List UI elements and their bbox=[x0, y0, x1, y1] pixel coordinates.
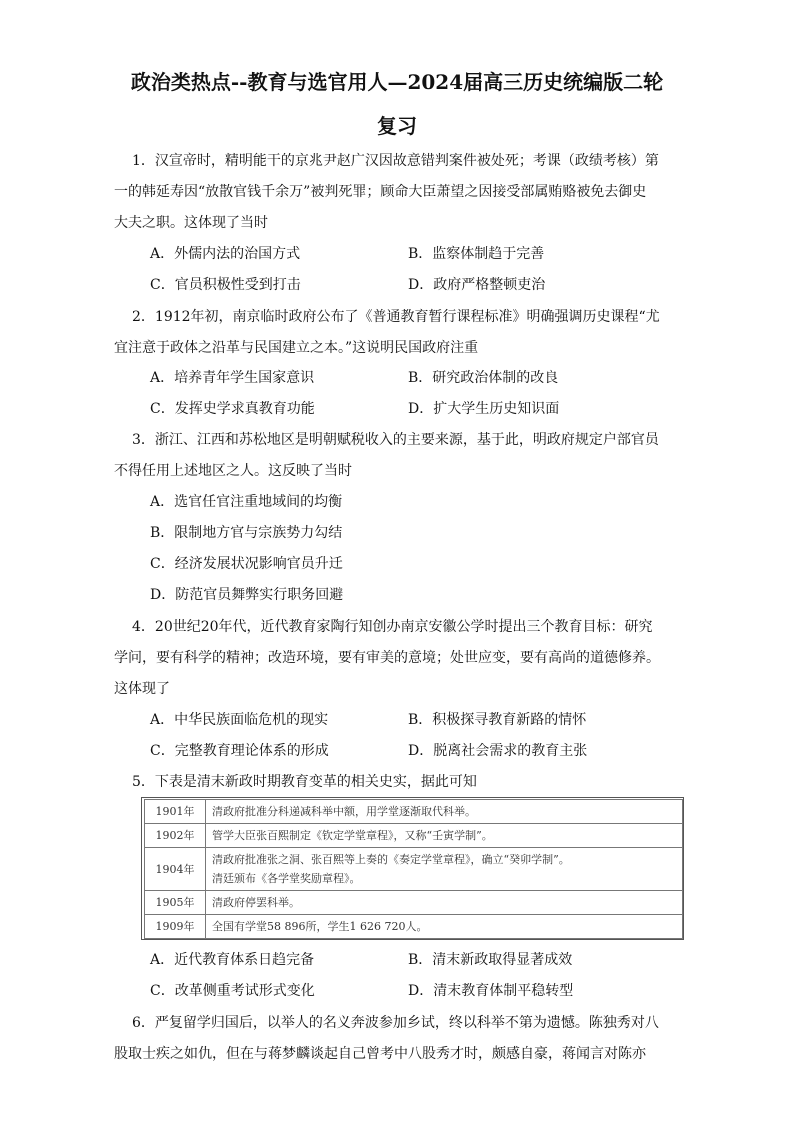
option-d[interactable]: D．扩大学生历史知识面 bbox=[408, 401, 560, 417]
question-text-line: 不得任用上述地区之人。这反映了当时 bbox=[114, 463, 352, 479]
option-a[interactable]: A．外儒内法的治国方式 bbox=[150, 246, 301, 262]
option-b[interactable]: B．监察体制趋于完善 bbox=[408, 246, 545, 262]
question-text-line: 大夫之职。这体现了当时 bbox=[114, 215, 268, 231]
option-c[interactable]: C．发挥史学求真教育功能 bbox=[150, 401, 315, 417]
option-c[interactable]: C．完整教育理论体系的形成 bbox=[150, 743, 329, 759]
history-table bbox=[144, 799, 683, 939]
question-5-stem bbox=[132, 767, 662, 798]
option-a[interactable]: A．选官任官注重地域间的均衡 bbox=[150, 494, 343, 510]
question-text-line: 宜注意于政体之沿革与民国建立之本。”这说明民国政府注重 bbox=[114, 340, 479, 356]
question-1-options bbox=[150, 239, 670, 301]
table-cell-year: 1905年 bbox=[145, 891, 206, 915]
question-text-line: 1．汉宣帝时，精明能干的京兆尹赵广汉因故意错判案件被处死；考课（政绩考核）第 bbox=[132, 153, 659, 169]
option-b[interactable]: B．清末新政取得显著成效 bbox=[408, 952, 573, 968]
question-3-stem bbox=[114, 425, 662, 487]
option-a[interactable]: A．培养青年学生国家意识 bbox=[150, 370, 315, 386]
question-6-stem bbox=[114, 1008, 662, 1070]
question-text-line: 股取士疾之如仇，但在与蒋梦麟谈起自己曾考中八股秀才时，颇感自豪，蒋闻言对陈亦 bbox=[114, 1046, 646, 1062]
option-b[interactable]: B．限制地方官与宗族势力勾结 bbox=[150, 525, 343, 541]
table-cell-year: 1901年 bbox=[145, 800, 206, 824]
table-cell-year: 1904年 bbox=[145, 848, 206, 891]
table-event-line: 清廷颁布《各学堂奖励章程》。 bbox=[212, 872, 361, 885]
question-text-line: 3．浙江、江西和苏松地区是明朝赋税收入的主要来源，基于此，明政府规定户部官员 bbox=[132, 432, 659, 448]
table-cell-event: 清政府批准分科递减科举中额，用学堂逐渐取代科举。 bbox=[206, 800, 683, 824]
option-b[interactable]: B．研究政治体制的改良 bbox=[408, 370, 559, 386]
table-cell-year: 1909年 bbox=[145, 915, 206, 939]
question-text-line: 5．下表是清末新政时期教育变革的相关史实，据此可知 bbox=[132, 774, 477, 790]
table-cell-event bbox=[206, 848, 683, 891]
table-row bbox=[145, 891, 683, 915]
option-c[interactable]: C．改革侧重考试形式变化 bbox=[150, 983, 315, 999]
option-a[interactable]: A．中华民族面临危机的现实 bbox=[150, 712, 329, 728]
table-cell-year: 1902年 bbox=[145, 824, 206, 848]
option-d[interactable]: D．清末教育体制平稳转型 bbox=[408, 983, 574, 999]
question-4-options bbox=[150, 705, 670, 767]
page-title-continued: 复习 bbox=[377, 114, 417, 138]
table-row bbox=[145, 800, 683, 824]
table-row bbox=[145, 824, 683, 848]
question-text-line: 2．1912年初，南京临时政府公布了《普通教育暂行课程标准》明确强调历史课程“尤 bbox=[132, 309, 660, 325]
option-c[interactable]: C．官员积极性受到打击 bbox=[150, 277, 301, 293]
table-row bbox=[145, 848, 683, 891]
option-d[interactable]: D．脱离社会需求的教育主张 bbox=[408, 743, 588, 759]
question-2-options bbox=[150, 363, 670, 425]
question-1-stem bbox=[114, 146, 662, 239]
table-row bbox=[145, 915, 683, 939]
option-c[interactable]: C．经济发展状况影响官员升迁 bbox=[150, 556, 343, 572]
table-cell-event: 管学大臣张百熙制定《钦定学堂章程》，又称“壬寅学制”。 bbox=[206, 824, 683, 848]
option-a[interactable]: A．近代教育体系日趋完备 bbox=[150, 952, 315, 968]
option-b[interactable]: B．积极探寻教育新路的情怀 bbox=[408, 712, 587, 728]
question-text-line: 4．20世纪20年代，近代教育家陶行知创办南京安徽公学时提出三个教育目标：研究 bbox=[132, 619, 653, 635]
question-3-options bbox=[150, 487, 670, 611]
question-text-line: 一的韩延寿因“放散官钱千余万”被判死罪；顾命大臣萧望之因接受部属贿赂被免去御史 bbox=[114, 184, 647, 200]
option-d[interactable]: D．政府严格整顿吏治 bbox=[408, 277, 546, 293]
question-text-line: 6．严复留学归国后，以举人的名义奔波参加乡试，终以科举不第为遗憾。陈独秀对八 bbox=[132, 1015, 659, 1031]
table-cell-event: 全国有学堂58 896所，学生1 626 720人。 bbox=[206, 915, 683, 939]
table-cell-event: 清政府停罢科举。 bbox=[206, 891, 683, 915]
option-d[interactable]: D．防范官员舞弊实行职务回避 bbox=[150, 587, 344, 603]
question-5-options bbox=[150, 945, 670, 1007]
question-text-line: 学问，要有科学的精神；改造环境，要有审美的意境；处世应变，要有高尚的道德修养。 bbox=[114, 650, 660, 666]
table-event-line: 清政府批准张之洞、张百熙等上奏的《奏定学堂章程》，确立“癸卯学制”。 bbox=[212, 853, 570, 866]
question-text-line: 这体现了 bbox=[114, 681, 170, 697]
page-title: 政治类热点--教育与选官用人—2024届高三历史统编版二轮 bbox=[130, 70, 664, 94]
question-4-stem bbox=[114, 612, 662, 705]
question-2-stem bbox=[114, 302, 662, 364]
